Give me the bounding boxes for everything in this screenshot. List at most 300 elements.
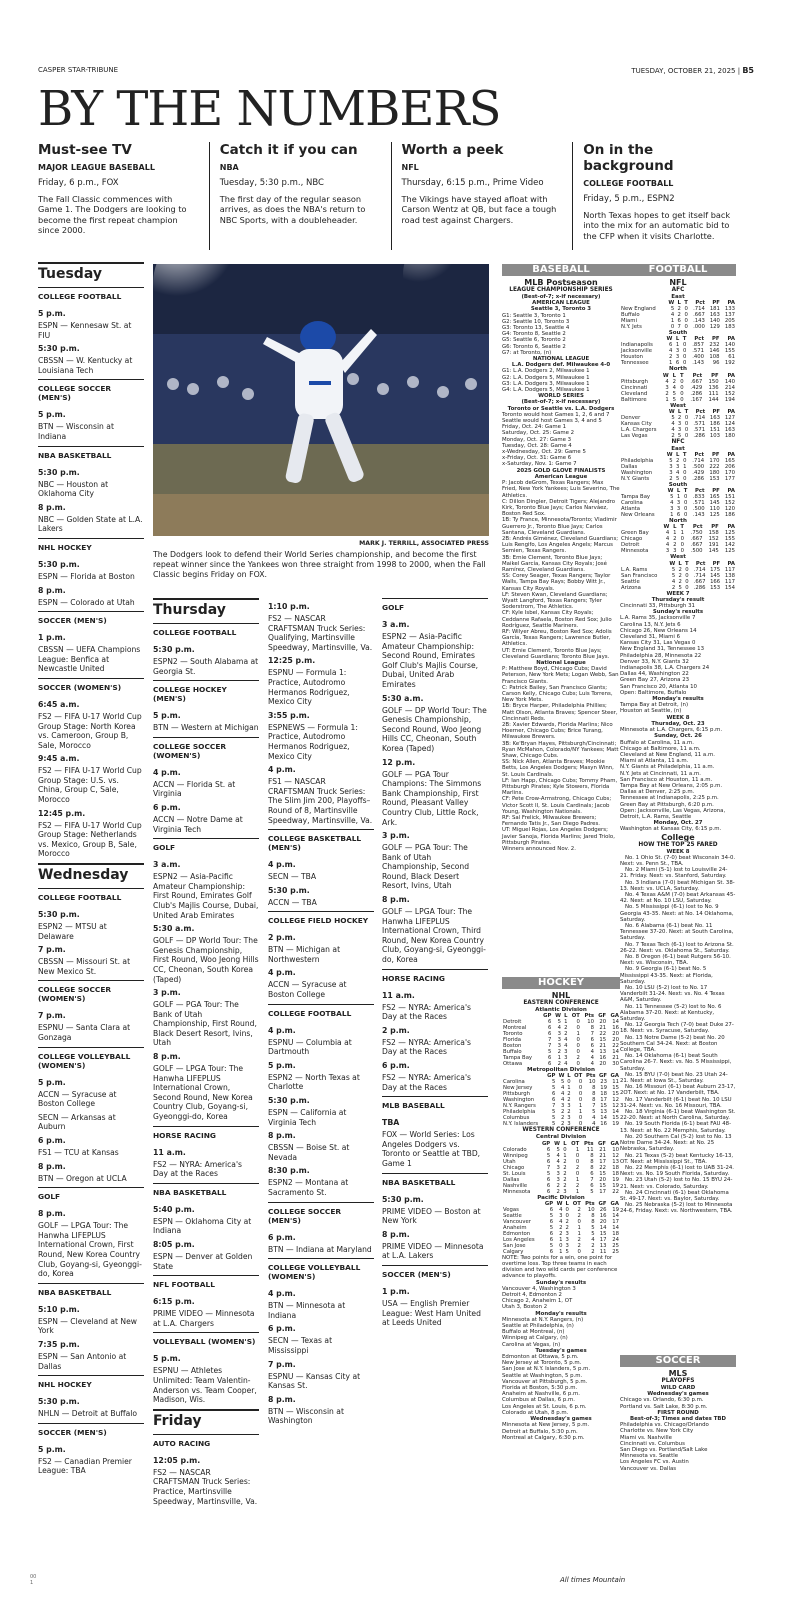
stat-cell: 8 — [592, 1091, 596, 1098]
stat-cell: 13 — [600, 1109, 607, 1116]
table-row — [502, 1225, 620, 1231]
stat-cell: 24 — [612, 1236, 619, 1243]
teaser-heading: Catch it if you can — [219, 142, 358, 158]
team-name: Chicago — [503, 1164, 525, 1171]
results-line: New England 31, Tennessee 13 — [620, 646, 705, 653]
team-name: Anaheim — [503, 1224, 527, 1231]
stat-cell: 2 — [576, 1055, 580, 1062]
standings-header: OT — [571, 1140, 580, 1147]
schedule-listing: FOX — World Series: Los Angeles Dodgers vs. Toronto or Seattle at TBD, Game 1 — [382, 1130, 481, 1168]
schedule-time: 4 p.m. — [153, 767, 181, 777]
results-line: San Francisco at Houston, 11 a.m. — [620, 776, 713, 783]
schedule-listing: SECN — Arkansas at Auburn — [38, 1112, 116, 1132]
team-name: New England — [621, 306, 656, 313]
stat-cell: 2 — [556, 1188, 560, 1195]
results-line: Philadelphia vs. Chicago/Orlando — [620, 1422, 709, 1429]
results-line: Chicago 2, Anaheim 1, OT — [502, 1298, 573, 1305]
division-name: South — [668, 482, 688, 489]
conference-heading: AFC — [671, 287, 685, 293]
stat-cell: 8 — [590, 1158, 594, 1165]
schedule-time: 8 p.m. — [268, 1131, 296, 1141]
stat-cell: 4 — [592, 1115, 596, 1122]
results-line: Thursday's result — [651, 596, 705, 603]
stat-cell: 0 — [578, 1121, 583, 1128]
standings-header: W — [555, 1013, 561, 1020]
stat-cell: 0 — [576, 1019, 580, 1026]
stat-cell: 1 — [576, 1031, 580, 1038]
stat-cell: 6 — [675, 360, 680, 367]
team-name: N.Y. Islanders — [503, 1121, 539, 1128]
stat-cell: 3 — [670, 506, 674, 513]
stat-cell: 3 — [665, 548, 670, 555]
stat-cell: 0 — [578, 1115, 583, 1122]
schedule-category: COLLEGE SOCCER (WOMEN'S) — [153, 737, 259, 764]
results-line: Cincinnati vs. Columbus — [620, 1440, 685, 1447]
standings-header: GF — [598, 1200, 607, 1207]
stat-cell: 8 — [590, 1164, 594, 1171]
schedule-time: 5 p.m. — [38, 309, 66, 318]
stat-cell: 15 — [612, 1091, 619, 1098]
stat-cell: 6 — [668, 342, 673, 349]
results-line: Vancouver 4, Washington 3 — [502, 1285, 576, 1292]
team-name: Tampa Bay — [621, 494, 651, 501]
teaser-text: The Vikings have stayed afloat with Carson Wentz at QB, but face a tough road test against Chargers. — [401, 194, 557, 225]
stat-cell: 155 — [724, 348, 735, 355]
schedule-time: 8 p.m. — [268, 1394, 296, 1404]
schedule-time: 5:40 p.m. — [153, 1204, 195, 1214]
stat-cell: 10 — [588, 1079, 596, 1086]
college-result: No. 25 Nebraska (5-2) lost to Minnesota 24-6, Friday. Next: vs. Northwestern, TBA. — [620, 1202, 733, 1215]
schedule-time: 1 p.m. — [38, 633, 66, 643]
team-name: St. Louis — [503, 1170, 526, 1177]
baseball-subheading: LEAGUE CHAMPIONSHIP SERIES — [509, 287, 613, 293]
standings-header: T — [679, 372, 684, 379]
page-code-line: 1 — [30, 1580, 34, 1586]
stat-cell: 22 — [612, 1043, 619, 1050]
stat-cell: 15 — [612, 1085, 619, 1092]
stat-cell: 186 — [709, 420, 721, 427]
stat-cell: 4 — [590, 1055, 595, 1062]
stat-cell: 180 — [724, 432, 735, 439]
stat-cell: 12 — [612, 1097, 619, 1104]
stat-cell: 7 — [677, 324, 681, 331]
standings-header: Pts — [584, 1140, 594, 1147]
stat-cell: 5 — [672, 396, 676, 403]
masthead — [38, 66, 754, 78]
stat-cell: 163 — [709, 414, 721, 421]
teaser-box — [572, 142, 754, 250]
page-number: B5 — [742, 66, 754, 75]
results-line: G3: L.A. Dodgers 3, Milwaukee 1 — [502, 380, 590, 387]
stat-cell: 6 — [590, 1182, 594, 1189]
schedule-time: TBA — [382, 1118, 400, 1128]
table-row — [502, 1219, 620, 1225]
team-name: Los Angeles — [503, 1236, 535, 1243]
schedule-listing: SECN — Texas at Mississippi — [268, 1336, 333, 1355]
stat-cell: 180 — [709, 470, 720, 477]
stat-cell: 140 — [709, 318, 720, 325]
college-result: No. 20 Southern Cal (5-2) lost to No. 13 Notre Dame 34-24. Next: at No. 25 Nebraska, Saturday. — [620, 1133, 732, 1153]
stat-cell: 4 — [676, 470, 680, 477]
schedule-category: NBA BASKETBALL — [382, 1173, 488, 1191]
team-name: Dallas — [503, 1176, 520, 1183]
schedule-category: HORSE RACING — [382, 969, 488, 987]
stat-cell: 5 — [678, 584, 682, 591]
team-name: Tennessee — [621, 360, 649, 367]
standings-table — [620, 373, 736, 403]
stat-cell: 0 — [575, 1170, 580, 1177]
team-name: Pittsburgh — [621, 378, 648, 385]
schedule-category: COLLEGE SOCCER (MEN'S) — [38, 379, 144, 406]
standings-header: PF — [712, 488, 720, 495]
stat-cell: 2 — [671, 432, 675, 439]
schedule-category: GOLF — [38, 1187, 144, 1205]
results-line: San Diego vs. Portland/Salt Lake — [620, 1447, 708, 1454]
standings-header: Pct — [692, 524, 703, 531]
results-line: Utah 3, Boston 2 — [502, 1304, 548, 1311]
dodgers-photo — [153, 264, 489, 536]
division-name: East — [671, 294, 685, 300]
stat-cell: 14 — [612, 1049, 619, 1056]
schedule-listing: SECN — TBA — [268, 872, 317, 882]
schedule-time: 5:30 p.m. — [268, 885, 310, 895]
stat-cell: 5 — [676, 476, 680, 483]
schedule-time: 3:55 p.m. — [268, 710, 310, 720]
stat-cell: .429 — [692, 470, 705, 477]
stat-cell: 21 — [599, 1025, 607, 1032]
team-name: Toronto — [503, 1031, 523, 1038]
schedule-time: 8 p.m. — [153, 1052, 181, 1062]
stat-cell: 3 — [557, 1031, 561, 1038]
schedule-listing: ESPN — Oklahoma City at Indiana — [153, 1216, 252, 1236]
standings-header: PA — [727, 300, 735, 307]
schedule-category: SOCCER (MEN'S) — [38, 611, 144, 629]
results-line: Cleveland at New England, 11 a.m. — [620, 751, 715, 758]
results-line: x-Friday, Oct. 31: Game 6 — [502, 455, 572, 462]
stat-cell: .714 — [693, 414, 706, 421]
stat-cell: .286 — [693, 432, 706, 439]
page-info: TUESDAY, OCTOBER 21, 2025 | B5 — [631, 66, 754, 75]
results-line: Buffalo at Carolina, 11 a.m. — [620, 739, 694, 746]
team-name: N.Y. Jets — [621, 324, 642, 331]
stat-cell: .667 — [693, 578, 706, 585]
stat-cell: 177 — [724, 476, 735, 483]
standings-table — [620, 524, 736, 554]
stat-cell: 6 — [548, 1055, 552, 1062]
stat-cell: 5 — [548, 1049, 552, 1056]
team-name: L.A. Chargers — [621, 426, 657, 433]
results-line: Vancouver at Pittsburgh, 5 p.m. — [502, 1378, 588, 1385]
schedule-listing: USA — English Premier League: West Ham United at Leeds United — [382, 1298, 481, 1328]
stat-cell: 6 — [548, 1025, 552, 1032]
stat-cell: 3 — [561, 1103, 565, 1110]
stat-cell: 133 — [724, 306, 735, 313]
stat-cell: 5 — [552, 1121, 556, 1128]
teaser-row — [38, 142, 754, 250]
schedule-listing: PRIME VIDEO — Minnesota at L.A. Chargers — [153, 1309, 255, 1328]
stat-cell: 0 — [578, 1079, 583, 1086]
team-name: L.A. Rams — [621, 566, 648, 573]
stat-cell: 1 — [577, 1224, 581, 1231]
schedule-listing: FS2 — FIFA U-17 World Cup Group Stage: U.S. vs. China, Group C, Sale, Morocco — [38, 766, 142, 805]
schedule-time: 8 p.m. — [38, 585, 66, 595]
stat-cell: 2 — [567, 1109, 571, 1116]
stat-cell: 23 — [600, 1079, 607, 1086]
stat-cell: 2 — [564, 1025, 568, 1032]
table-row — [502, 1213, 620, 1219]
results-line: (Best-of-7; x-if necessary) — [521, 294, 601, 300]
stat-cell: .667 — [690, 536, 703, 543]
standings-header: GP — [543, 1013, 552, 1020]
results-line: Toronto or Seattle vs. L.A. Dodgers — [507, 405, 615, 412]
stat-cell: 19 — [612, 1176, 619, 1183]
schedule-time: 8 p.m. — [382, 895, 410, 905]
stat-cell: 153 — [710, 584, 721, 591]
stat-cell: 0 — [683, 494, 688, 501]
stat-cell: 22 — [599, 1164, 606, 1171]
standings-header: W — [666, 452, 673, 459]
stat-cell: 117 — [724, 578, 735, 585]
results-line: L.A. Rams 35, Jacksonville 7 — [620, 615, 696, 622]
stat-cell: 5 — [669, 458, 673, 465]
stat-cell: 117 — [724, 566, 735, 573]
stat-cell: 3 — [567, 1103, 571, 1110]
standings-header: Pts — [584, 1013, 595, 1020]
standings-header: GA — [610, 1073, 619, 1080]
stat-cell: 20 — [612, 1031, 619, 1038]
standings-table — [620, 488, 736, 518]
stat-cell: 4 — [561, 1097, 565, 1104]
conference-heading: NFC — [671, 438, 685, 445]
standings-header: T — [683, 488, 688, 495]
schedule-time: 12:25 p.m. — [268, 656, 316, 666]
stat-cell: 2 — [563, 1158, 567, 1165]
results-line: Chicago 26, New Orleans 14 — [620, 627, 697, 634]
standings-header: Pts — [585, 1200, 595, 1207]
stat-cell: 5 — [677, 432, 682, 439]
results-line: Washington at Kansas City, 6:15 p.m. — [620, 826, 722, 833]
stat-cell: .286 — [692, 476, 705, 483]
stat-cell: 11 — [586, 1146, 594, 1153]
stat-cell: 2 — [669, 476, 673, 483]
results-line: Los Angeles FC vs. Austin — [620, 1459, 689, 1466]
results-line: AMERICAN LEAGUE — [532, 300, 590, 307]
schedule-time: 12:45 p.m. — [38, 808, 86, 818]
results-line: Edmonton at Ottawa, 5 p.m. — [502, 1354, 579, 1361]
stat-cell: 7 — [590, 1176, 594, 1183]
stat-cell: 0 — [563, 1146, 567, 1153]
stat-cell: 14 — [612, 1019, 619, 1026]
football-heading: NFL — [669, 278, 687, 287]
standings-header: W — [663, 524, 670, 531]
results-line: New Jersey at Toronto, 5 p.m. — [502, 1360, 582, 1367]
stat-cell: 2 — [575, 1164, 580, 1171]
results-line: Carolina 13, N.Y. Jets 6 — [620, 621, 681, 628]
stat-cell: 4 — [564, 1043, 568, 1050]
stat-cell: 165 — [709, 494, 720, 501]
team-name: Buffalo — [503, 1049, 522, 1056]
stat-cell: 6 — [549, 1230, 554, 1237]
college-result: No. 3 Indiana (7-0) beat Michigan St. 38-13. Next: vs. UCLA, Saturday. — [620, 879, 735, 892]
stat-cell: 166 — [710, 578, 721, 585]
stat-cell: 186 — [724, 512, 735, 519]
day-heading: Wednesday — [38, 863, 144, 886]
college-result: No. 4 Texas A&M (7-0) beat Arkansas 45-42. Next: at No. 10 LSU, Saturday. — [620, 891, 736, 905]
stat-cell: 21 — [599, 1043, 607, 1050]
stat-cell: 5 — [549, 1224, 554, 1231]
stat-cell: 0 — [683, 476, 687, 483]
stat-cell: 140 — [724, 378, 735, 385]
stat-cell: 4 — [564, 1037, 568, 1044]
stat-cell: 13 — [599, 1049, 607, 1056]
stat-cell: 138 — [724, 572, 735, 579]
team-name: San Jose — [503, 1242, 526, 1249]
team-name: N.Y. Rangers — [503, 1103, 536, 1110]
stat-cell: 96 — [712, 360, 720, 367]
results-line: C: Dillon Dingler, Detroit Tigers; Alejandro Kirk, Toronto Blue Jays; Carlos Narváez, Boston Red Sox. — [502, 498, 616, 518]
stat-cell: 6 — [548, 1061, 552, 1068]
stat-cell: 2 — [561, 1121, 565, 1128]
stat-cell: 2 — [567, 1097, 571, 1104]
stat-cell: 2 — [557, 1061, 561, 1068]
schedule-listing: FS2 — NASCAR CRAFTSMAN Truck Series: Practice, Martinsville Speedway, Martinsville, Va. — [153, 1467, 258, 1506]
stat-cell: 6 — [676, 512, 681, 519]
stat-cell: 4 — [672, 384, 676, 391]
results-line: Carolina at Vegas, (n) — [502, 1341, 561, 1348]
schedule-listing: PRIME VIDEO — Boston at New York — [382, 1206, 481, 1226]
schedule-time: 5 p.m. — [153, 711, 181, 721]
schedule-category: HORSE RACING — [153, 1126, 259, 1144]
team-name: Pittsburgh — [503, 1091, 530, 1098]
standings-header: Pts — [585, 1073, 596, 1080]
college-result: No. 23 Utah (5-2) lost to No. 15 BYU 24-21. Next: vs. Colorado, Saturday. — [620, 1177, 733, 1190]
schedule-category: SOCCER (MEN'S) — [382, 1265, 488, 1283]
schedule-time: 5:30 a.m. — [382, 693, 424, 703]
stat-cell: 136 — [708, 384, 719, 391]
results-line: RF: Sal Frelick, Milwaukee Brewers; Fernando Tatis Jr., San Diego Padres. — [502, 815, 601, 828]
schedule-listing: ESPN — Colorado at Utah — [38, 597, 135, 607]
stat-cell: 0 — [576, 1049, 580, 1056]
stat-cell: 4 — [668, 348, 673, 355]
schedule-listing: ESPN2 — Asia-Pacific Amateur Championship: Second Round, Emirates Golf Club's Majlis Course, Dubai, United Arab Emirates — [382, 632, 479, 689]
stat-cell: 2 — [563, 1164, 567, 1171]
table-row — [620, 433, 736, 439]
schedule-listing: ACCN — Syracuse at Boston College — [38, 1089, 117, 1109]
results-line: Montreal at Calgary, 6:30 p.m. — [502, 1434, 585, 1441]
college-result: No. 8 Oregon (6-1) beat Rutgers 56-10. Next: vs. Wisconsin, TBA. — [620, 954, 731, 967]
results-line: San Francisco 20, Atlanta 10 — [620, 683, 697, 690]
schedule-listing: ACCN — Syracuse at Boston College — [268, 980, 347, 1000]
schedule-listing: BTN — Wisconsin at Indiana — [38, 422, 114, 441]
stat-cell: 19 — [600, 1085, 607, 1092]
standings-header: PA — [727, 408, 735, 415]
stat-cell: 14 — [612, 1212, 619, 1219]
schedule-listing: GOLF — PGA Tour: The Bank of Utah Championship, First Round, Black Desert Resort, Ivins, Utah — [153, 1000, 257, 1048]
results-line: CF: Kyle Isbel, Kansas City Royals; Ceddanne Rafaela, Boston Red Sox; Julio Rodríguez, Seattle Mariners. — [502, 610, 612, 629]
standings-header: Pct — [694, 452, 705, 459]
schedule-time: 4 p.m. — [268, 968, 296, 978]
stat-cell: 2 — [563, 1182, 567, 1189]
stat-cell: 2 — [665, 390, 669, 397]
stat-cell: 5 — [591, 1230, 595, 1237]
photo-credit: MARK J. TERRILL, ASSOCIATED PRESS — [359, 540, 489, 547]
stat-cell: .667 — [690, 378, 703, 385]
team-name: Chicago — [621, 536, 643, 543]
stat-cell: 232 — [709, 342, 720, 349]
stat-cell: 0 — [684, 318, 688, 325]
standings-table — [620, 561, 736, 591]
stat-cell: 6 — [552, 1097, 556, 1104]
schedule-listing: ESPN — Florida at Boston — [38, 571, 135, 581]
teaser-box — [38, 142, 209, 250]
stat-cell: .143 — [692, 512, 705, 519]
college-result: No. 17 Vanderbilt (6-1) beat No. 10 LSU 31-24. Next: vs. No. 16 Missouri, TBA. — [620, 1096, 732, 1109]
stat-cell: 3 — [556, 1176, 560, 1183]
stat-cell: .714 — [692, 458, 705, 465]
stat-cell: 152 — [724, 390, 735, 397]
stat-cell: 18 — [612, 1230, 619, 1237]
standings-header: GA — [610, 1200, 619, 1207]
team-name: Boston — [503, 1043, 522, 1050]
team-name: N.Y. Giants — [621, 476, 650, 483]
stat-cell: 152 — [708, 536, 719, 543]
team-name: Cincinnati — [621, 384, 648, 391]
results-line: Chicago vs. Orlando, 6:30 p.m. — [620, 1397, 704, 1404]
division-name: West — [670, 402, 686, 409]
standings-header: Pct — [695, 408, 706, 415]
schedule-listing: GOLF — LPGA Tour: The Hanwha LIFEPLUS International Crown, First Round, New Korea Country Club, Goyang-si, Gyeonggi-do, Korea — [38, 1221, 142, 1279]
stat-cell: 4 — [557, 1025, 561, 1032]
stat-cell: 2 — [591, 1242, 595, 1249]
standings-header: L — [565, 1200, 569, 1207]
stat-cell: 3 — [564, 1049, 568, 1056]
stat-cell: 5 — [565, 1248, 569, 1255]
stat-cell: 5 — [557, 1019, 561, 1026]
team-name: Las Vegas — [621, 432, 648, 439]
schedule-listing: ESPNU — Athletes Unlimited: Team Valentin-Anderson vs. Team Cooper, Madison, Wis. — [153, 1366, 257, 1405]
schedule-listing: FS2 — Canadian Premier League: TBA — [38, 1456, 132, 1476]
team-name: New Orleans — [621, 512, 655, 519]
standings-header: PF — [712, 408, 721, 415]
results-line: G4: L.A. Dodgers 5, Milwaukee 1 — [502, 387, 590, 394]
stat-cell: 5 — [546, 1152, 551, 1159]
stat-cell: 4 — [561, 1091, 565, 1098]
team-name: Atlanta — [621, 506, 641, 513]
stat-cell: 18 — [600, 1091, 607, 1098]
stat-cell: .429 — [690, 384, 703, 391]
table-row — [620, 415, 736, 421]
stat-cell: 3 — [669, 464, 673, 471]
team-name: Kansas City — [621, 420, 652, 427]
standings-header: Pct — [695, 560, 706, 567]
results-line: N.Y. Giants at Philadelphia, 11 a.m. — [620, 764, 715, 771]
schedule-time: 3 p.m. — [382, 831, 410, 841]
schedule-time: 12:05 p.m. — [153, 1455, 201, 1465]
division-name: South — [668, 330, 688, 337]
stat-cell: 0 — [684, 426, 689, 433]
schedule-column-center-2 — [268, 598, 374, 1430]
stat-cell: 1 — [557, 1055, 561, 1062]
results-line: Cleveland 31, Miami 6 — [620, 634, 681, 641]
results-line: Buffalo at Montreal, (n) — [502, 1329, 565, 1336]
stat-cell: 0 — [683, 458, 687, 465]
standings-header: PF — [711, 336, 720, 343]
division-name: West — [670, 554, 686, 561]
stat-cell: .667 — [690, 542, 703, 549]
schedule-category: COLLEGE FIELD HOCKEY — [268, 911, 374, 929]
stat-cell: 2 — [577, 1242, 581, 1249]
results-line: 1B: Bryce Harper, Philadelphia Phillies; Matt Olson, Atlanta Braves; Spencer Steer, Cincinnati Reds. — [502, 703, 618, 722]
